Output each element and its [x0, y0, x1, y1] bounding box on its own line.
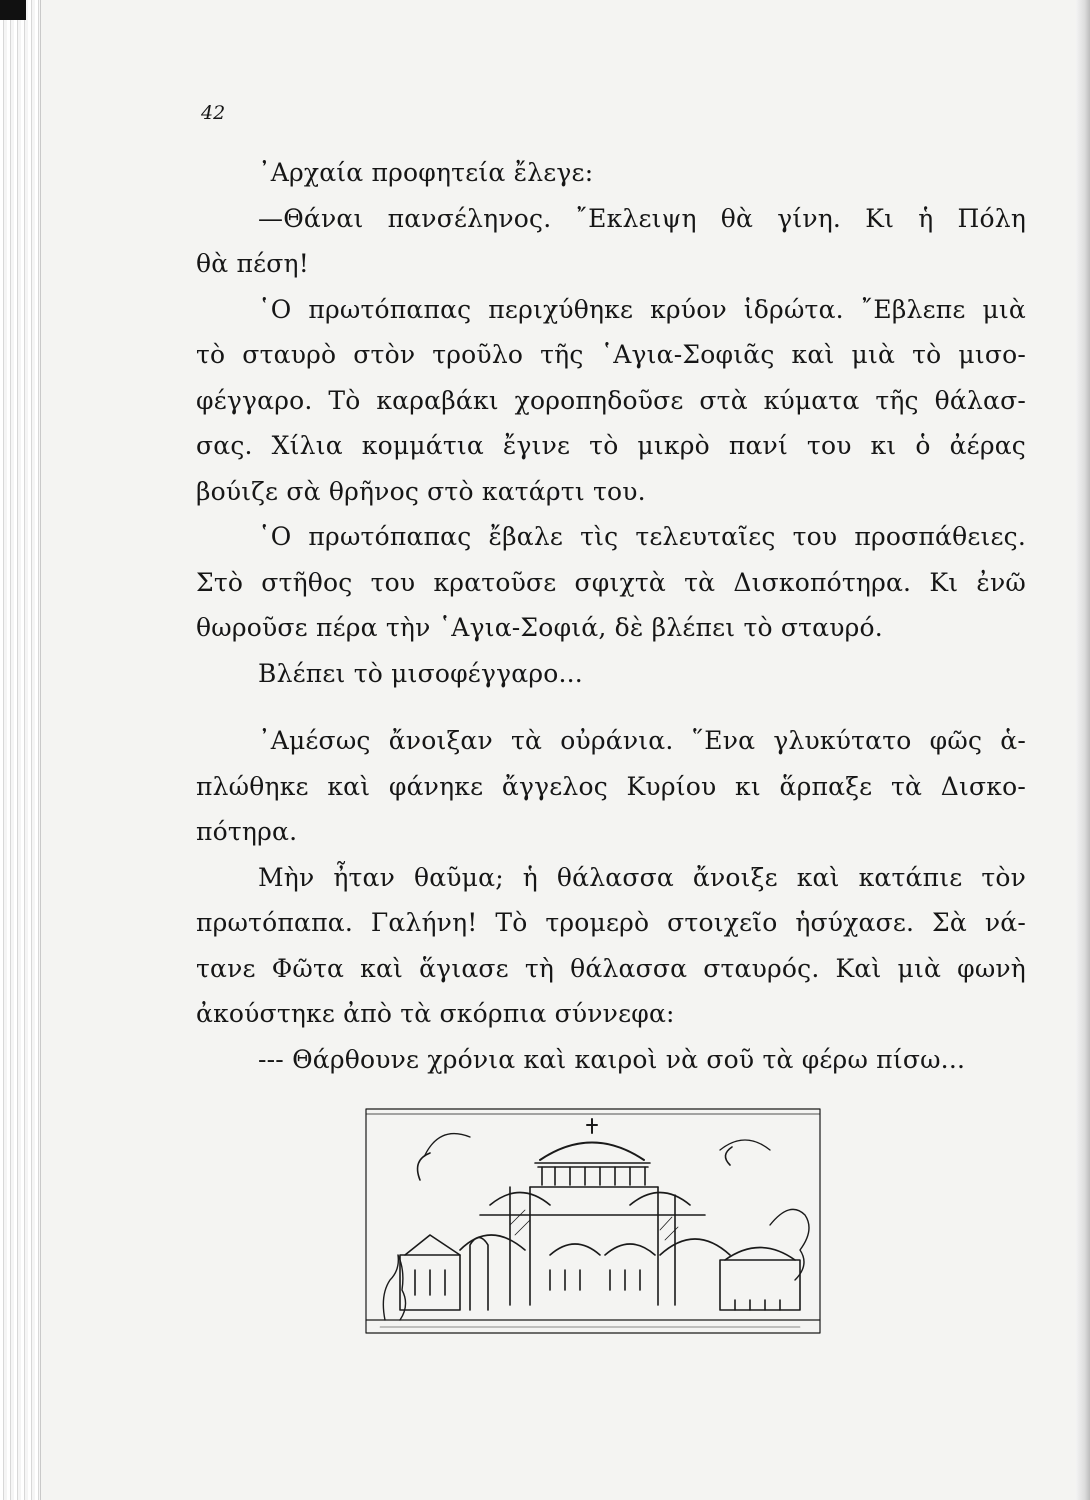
hagia-sophia-illustration	[360, 1105, 825, 1337]
text-line: Μὴν ἦταν θαῦμα; ἡ θάλασσα ἄνοιξε καὶ κατάπιε τὸν	[258, 862, 1026, 892]
text-line: Βλέπει τὸ μισοφέγγαρο...	[258, 658, 583, 688]
text-line: τὸ σταυρὸ στὸν τροῦλο τῆς ῾Αγια-Σοφιᾶς καὶ μιὰ τὸ μισο-	[196, 340, 1026, 369]
text-line: φέγγαρο. Τὸ καραβάκι χοροπηδοῦσε στὰ κύματα τῆς θάλασ-	[196, 385, 1026, 415]
text-line: πλώθηκε καὶ φάνηκε ἄγγελος Κυρίου κι ἅρπαξε τὰ Δισκο-	[196, 771, 1026, 801]
text-line: ῾Ο πρωτόπαπας περιχύθηκε κρύον ἱδρώτα. ῎Εβλεπε μιὰ	[258, 294, 1026, 324]
book-page-edges	[0, 0, 41, 1500]
text-line: θωροῦσε πέρα τὴν ῾Αγια-Σοφιά, δὲ βλέπει τὸ σταυρό.	[196, 613, 883, 642]
text-line: βούιζε σὰ θρῆνος στὸ κατάρτι του.	[196, 476, 646, 506]
page-right-edge	[1076, 0, 1090, 1500]
section-break	[196, 696, 1026, 718]
body-text	[196, 150, 1026, 1082]
text-line: θὰ πέση!	[196, 249, 309, 278]
text-line: Στὸ στῆθος του κρατοῦσε σφιχτὰ τὰ Δισκοπότηρα. Κι ἐνῶ	[196, 567, 1026, 597]
text-line: —Θάναι πανσέληνος. ῎Εκλειψη θὰ γίνη. Κι ἡ Πόλη	[258, 203, 1026, 233]
text-line: ᾿Αμέσως ἄνοιξαν τὰ οὐράνια. ῞Ενα γλυκύτατο φῶς ἁ-	[258, 726, 1026, 755]
text-line: ῾Ο πρωτόπαπας ἔβαλε τὶς τελευταῖες του προσπάθειες.	[258, 522, 1026, 551]
text-line: ᾿Αρχαία προφητεία ἔλεγε:	[258, 158, 594, 187]
text-line: σας. Χίλια κομμάτια ἔγινε τὸ μικρὸ πανί του κι ὁ ἀέρας	[196, 431, 1026, 460]
text-line: ἀκούστηκε ἀπὸ τὰ σκόρπια σύννεφα:	[196, 999, 675, 1028]
page-number: 42	[201, 102, 226, 124]
text-line: --- Θάρθουνε χρόνια καὶ καιροὶ νὰ σοῦ τὰ φέρω πίσω...	[258, 1044, 966, 1074]
text-line: τανε Φῶτα καὶ ἅγιασε τὴ θάλασσα σταυρός. Καὶ μιὰ φωνὴ	[196, 953, 1026, 983]
text-line: πρωτόπαπα. Γαλήνη! Τὸ τρομερὸ στοιχεῖο ἡσύχασε. Σὰ νά-	[196, 908, 1026, 937]
text-line: πότηρα.	[196, 817, 298, 846]
